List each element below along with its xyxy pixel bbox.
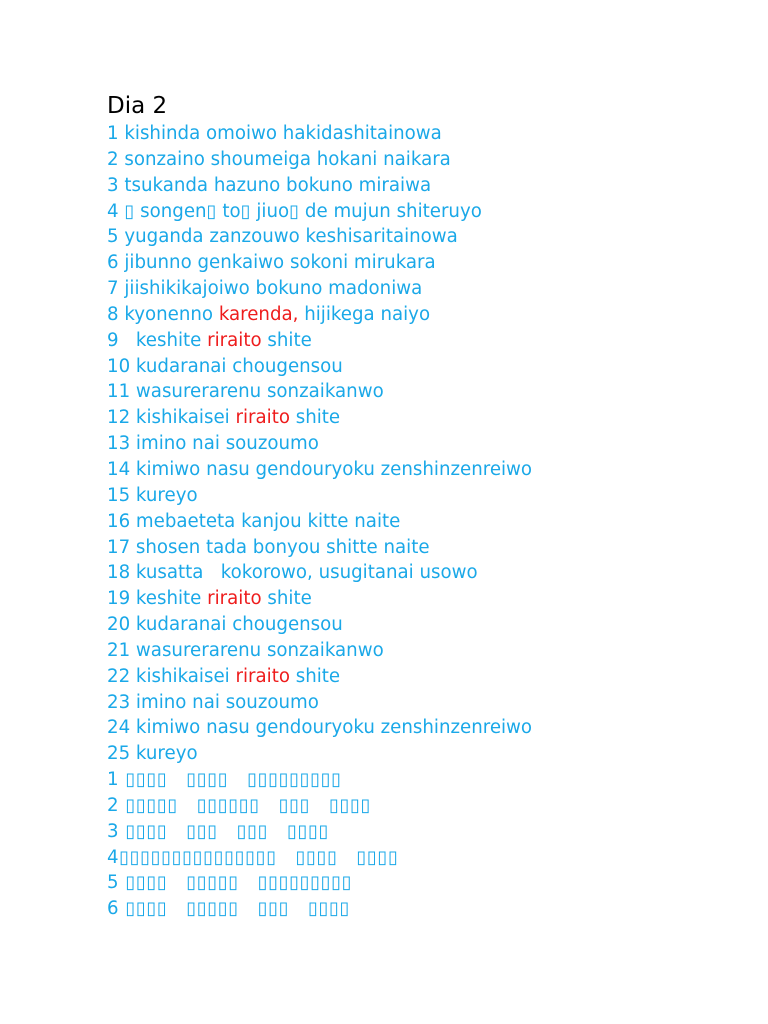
lyric-text: 22 kishikaisei (107, 665, 236, 687)
highlighted-word: karenda, (218, 303, 299, 325)
lyric-line (107, 767, 532, 793)
lyric-text: 15 kureyo (107, 484, 198, 506)
lyric-text: 3 tsukanda hazuno bokuno miraiwa (107, 174, 432, 196)
highlighted-word: riraito (207, 329, 262, 351)
lyric-text: 2 sonzaino shoumeiga hokani naikara (107, 148, 451, 170)
lyric-text: shite (261, 329, 312, 351)
lyric-line (107, 638, 532, 664)
lyric-line (107, 535, 532, 561)
lyric-line (107, 845, 532, 871)
lyric-line (107, 250, 532, 276)
lyric-text: 21 wasurerarenu sonzaikanwo (107, 639, 384, 661)
lyric-text: 4▯▯▯▯▯▯▯▯▯▯▯▯▯▯▯ ▯▯▯▯ ▯▯▯▯ (107, 846, 399, 868)
lyric-text: 19 keshite (107, 588, 208, 610)
lyric-line (107, 224, 532, 250)
lyric-text: 12 kishikaisei (107, 407, 236, 429)
lyric-text: 18 kusatta kokorowo, usugitanai usowo (107, 562, 478, 584)
lyric-text: 23 imino nai souzoumo (107, 691, 319, 713)
lyric-text: 17 shosen tada bonyou shitte naite (107, 536, 430, 558)
lyric-line (107, 483, 532, 509)
lyric-text: 1 kishinda omoiwo hakidashitainowa (107, 123, 442, 144)
lyric-line (107, 431, 532, 457)
lyric-line (107, 328, 532, 354)
lyric-line (107, 715, 532, 741)
lyric-text: 3 ▯▯▯▯ ▯▯▯ ▯▯▯ ▯▯▯▯ (107, 820, 330, 842)
lyric-line (107, 870, 532, 896)
lyric-text: hijikega naiyo (298, 303, 431, 325)
lyric-text: 7 jiishikikajoiwo bokuno madoniwa (107, 278, 423, 300)
lyric-text: 6 ▯▯▯▯ ▯▯▯▯▯ ▯▯▯ ▯▯▯▯ (107, 898, 351, 920)
lyric-line (107, 354, 532, 380)
lyric-line (107, 819, 532, 845)
lyric-text: 10 kudaranai chougensou (107, 355, 343, 377)
lyric-line (107, 690, 532, 716)
highlighted-word: riraito (235, 665, 290, 687)
lyric-text: 5 ▯▯▯▯ ▯▯▯▯▯ ▯▯▯▯▯▯▯▯▯ (107, 872, 353, 894)
lyric-line (107, 560, 532, 586)
lyric-line (107, 121, 532, 147)
lyric-text: 1 ▯▯▯▯ ▯▯▯▯ ▯▯▯▯▯▯▯▯▯ (107, 769, 342, 791)
lyric-line (107, 276, 532, 302)
lyric-line (107, 147, 532, 173)
lyric-text: 5 yuganda zanzouwo keshisaritainowa (107, 226, 458, 248)
lyric-text: 2 ▯▯▯▯▯ ▯▯▯▯▯▯ ▯▯▯ ▯▯▯▯ (107, 794, 372, 816)
lyric-text: shite (261, 588, 312, 610)
lyric-text: 8 kyonenno (107, 303, 219, 325)
lyric-text: 13 imino nai souzoumo (107, 433, 319, 455)
lyric-text: shite (289, 407, 341, 429)
lyric-text: 16 mebaeteta kanjou kitte naite (107, 510, 401, 532)
lyric-line (107, 793, 532, 819)
lyric-text: 9 keshite (107, 329, 208, 351)
lyric-text: 20 kudaranai chougensou (107, 614, 343, 636)
lyrics-lines (107, 121, 532, 922)
lyric-line (107, 199, 532, 225)
lyric-text: 11 wasurerarenu sonzaikanwo (107, 381, 384, 403)
lyric-text: 25 kureyo (107, 743, 198, 765)
lyric-line (107, 664, 532, 690)
highlighted-word: riraito (235, 407, 290, 429)
lyric-line (107, 173, 532, 199)
lyric-text: shite (289, 665, 341, 687)
lyric-line (107, 302, 532, 328)
lyric-line (107, 896, 532, 922)
lyric-text: 24 kimiwo nasu gendouryoku zenshinzenreiwo (107, 717, 533, 739)
highlighted-word: riraito (207, 588, 262, 610)
lyric-line (107, 586, 532, 612)
lyric-text: 6 jibunno genkaiwo sokoni mirukara (107, 252, 436, 274)
document-title: Dia 2 (107, 93, 168, 119)
lyric-text: 4 ▯ songen▯ to▯ jiuo▯ de mujun shiteruyo (107, 200, 482, 222)
lyric-line (107, 457, 532, 483)
lyric-line (107, 741, 532, 767)
lyric-line (107, 612, 532, 638)
lyric-line (107, 405, 532, 431)
lyric-line (107, 509, 532, 535)
lyric-line (107, 379, 532, 405)
lyric-text: 14 kimiwo nasu gendouryoku zenshinzenreiwo (107, 458, 533, 480)
